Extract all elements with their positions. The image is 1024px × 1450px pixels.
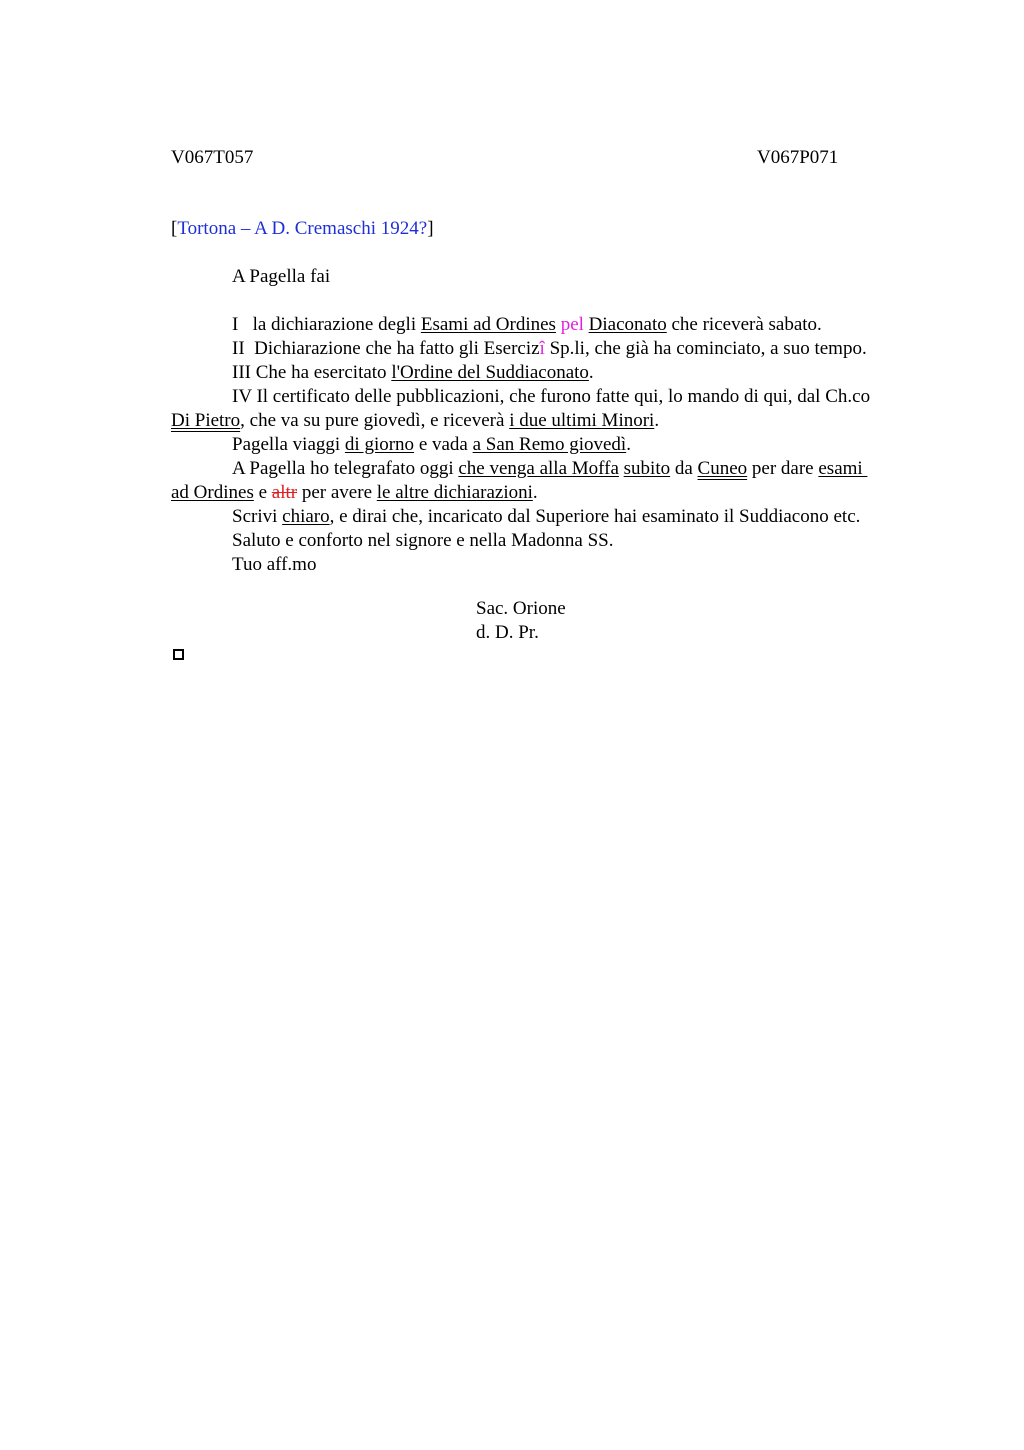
para-6-underlined-2: subito xyxy=(623,458,671,479)
para-6-space-4: e xyxy=(253,482,272,503)
salutation: A Pagella fai xyxy=(232,266,331,287)
item-1-suffix: che riceverà sabato. xyxy=(666,314,822,335)
item-4-suffix: . xyxy=(654,410,660,431)
para-7-suffix: , e dirai che, incaricato dal Superiore hai esaminato il Suddiacono etc. xyxy=(329,506,861,527)
item-3-prefix: III Che ha esercitato xyxy=(232,362,392,383)
letter-title xyxy=(171,217,434,241)
para-5-suffix: . xyxy=(626,434,631,455)
signature-line-2: d. D. Pr. xyxy=(476,622,539,643)
para-7-prefix: Scrivi xyxy=(232,506,283,527)
para-6-strikethrough: altr xyxy=(271,482,298,503)
item-4-mid: , che va su pure giovedì, e riceverà xyxy=(240,410,510,431)
para-6-underlined-4: ad Ordines xyxy=(171,482,254,503)
item-3 xyxy=(171,361,931,385)
item-4-line-2 xyxy=(171,409,931,433)
para-6-space-3: per dare xyxy=(747,458,819,479)
item-1-pink-word: pel xyxy=(560,314,584,335)
item-4-double-underlined: Di Pietro xyxy=(171,410,241,431)
header-right-code: V067P071 xyxy=(757,147,839,168)
item-2-pink-char: î xyxy=(539,338,545,359)
para-5-mid: e vada xyxy=(414,434,473,455)
signature-line-1: Sac. Orione xyxy=(476,598,566,619)
para-5-prefix: Pagella viaggi xyxy=(232,434,345,455)
para-6-space-2: da xyxy=(670,458,698,479)
item-4-underlined: i due ultimi Minori xyxy=(509,410,655,431)
item-3-underlined: l'Ordine del Suddiaconato xyxy=(391,362,589,383)
item-2 xyxy=(171,337,931,361)
item-4-line-1: IV Il certificato delle pubblicazioni, che furono fatte qui, lo mando di qui, dal Ch.co xyxy=(232,386,871,407)
para-6-underlined-3: esami xyxy=(818,458,868,479)
para-6-double-underlined: Cuneo xyxy=(697,458,748,479)
para-6-space-5: per avere xyxy=(297,482,377,503)
item-1-prefix: I la dichiarazione degli xyxy=(232,314,421,335)
paragraph-6-line-1 xyxy=(171,457,931,481)
item-2-prefix: II Dichiarazione che ha fatto gli Eserciz xyxy=(232,338,540,359)
paragraph-7 xyxy=(171,505,931,529)
closing: Tuo aff.mo xyxy=(232,554,317,575)
item-1-underlined-2: Diaconato xyxy=(588,314,667,335)
letter-body xyxy=(171,265,931,577)
title-text: Tortona – A D. Cremaschi 1924? xyxy=(177,218,428,239)
item-3-suffix: . xyxy=(588,362,594,383)
item-2-suffix: Sp.li, che già ha cominciato, a suo tempo. xyxy=(544,338,867,359)
title-close-bracket: ] xyxy=(427,218,434,239)
paragraph-8: Saluto e conforto nel signore e nella Madonna SS. xyxy=(232,530,614,551)
paragraph-5 xyxy=(171,433,931,457)
para-7-underlined: chiaro xyxy=(282,506,330,527)
para-6-underlined-1: che venga alla Moffa xyxy=(458,458,619,479)
title-open-bracket: [ xyxy=(171,218,178,239)
para-6-underlined-5: le altre dichiarazioni xyxy=(376,482,533,503)
header-left-code: V067T057 xyxy=(171,147,254,168)
para-5-underlined-1: di giorno xyxy=(344,434,415,455)
item-1 xyxy=(171,313,931,337)
para-6-prefix: A Pagella ho telegrafato oggi xyxy=(232,458,459,479)
square-outline-icon xyxy=(173,649,184,660)
para-5-underlined-2: a San Remo giovedì xyxy=(472,434,627,455)
paragraph-6-line-2 xyxy=(171,481,931,505)
item-1-underlined-1: Esami ad Ordines xyxy=(420,314,556,335)
para-6-suffix: . xyxy=(532,482,538,503)
spacer xyxy=(171,289,931,313)
